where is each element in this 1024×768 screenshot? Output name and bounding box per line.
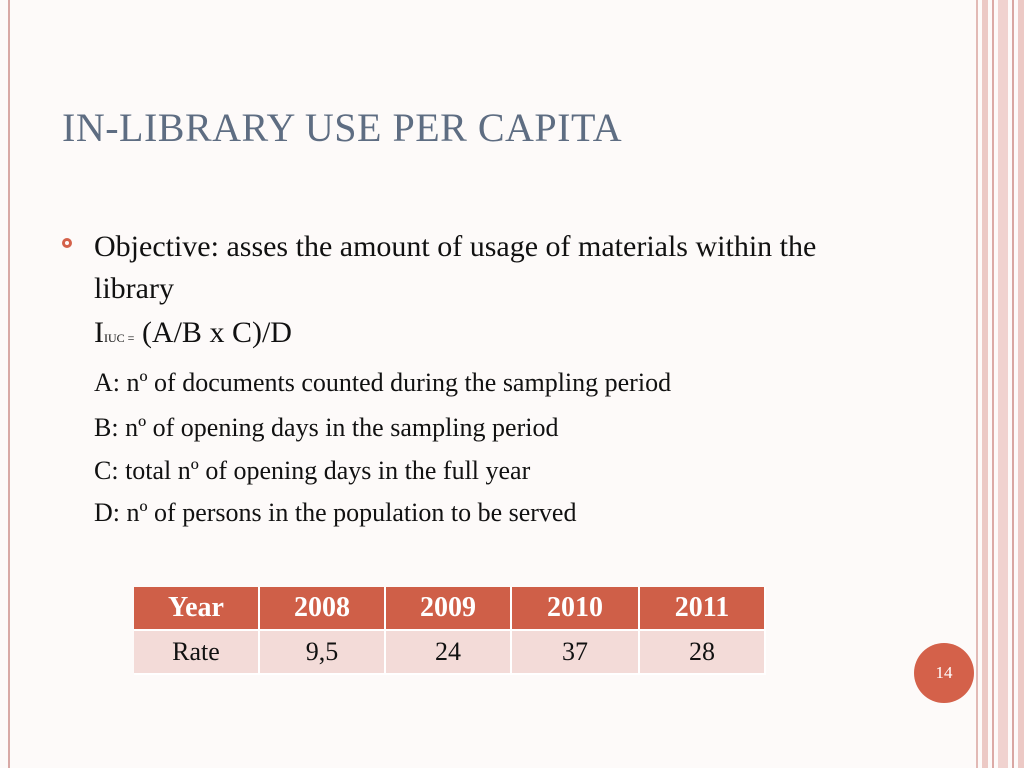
definition-d: D: nº of persons in the population to be served [94, 498, 577, 527]
formula-subscript: IUC = [104, 331, 135, 345]
table-header-cell: 2009 [385, 587, 511, 630]
table-cell: 37 [511, 630, 639, 674]
table-header-row [134, 587, 765, 630]
table-row [134, 630, 765, 674]
right-decorative-band [976, 0, 1024, 768]
table-header-cell: 2011 [639, 587, 765, 630]
definition-b: B: nº of opening days in the sampling period [94, 413, 559, 442]
objective-text: Objective: asses the amount of usage of materials within the library [94, 230, 817, 305]
table-header-cell: 2010 [511, 587, 639, 630]
table-header-cell: 2008 [259, 587, 385, 630]
circle-bullet-icon [62, 238, 72, 248]
table-header-cell: Year [134, 587, 259, 630]
table-cell: 24 [385, 630, 511, 674]
table-cell: 9,5 [259, 630, 385, 674]
table-cell: Rate [134, 630, 259, 674]
formula-lhs: I [94, 316, 104, 349]
definition-c: C: total nº of opening days in the full year [94, 456, 531, 485]
left-border-line [8, 0, 10, 768]
formula-rhs: (A/B x C)/D [141, 316, 292, 349]
table-cell: 28 [639, 630, 765, 674]
rate-table [134, 587, 766, 675]
definition-a: A: nº of documents counted during the sampling period [94, 368, 672, 397]
page-number-badge: 14 [914, 643, 974, 703]
formula [94, 316, 292, 350]
slide-title: IN-LIBRARY USE PER CAPITA [62, 105, 623, 150]
